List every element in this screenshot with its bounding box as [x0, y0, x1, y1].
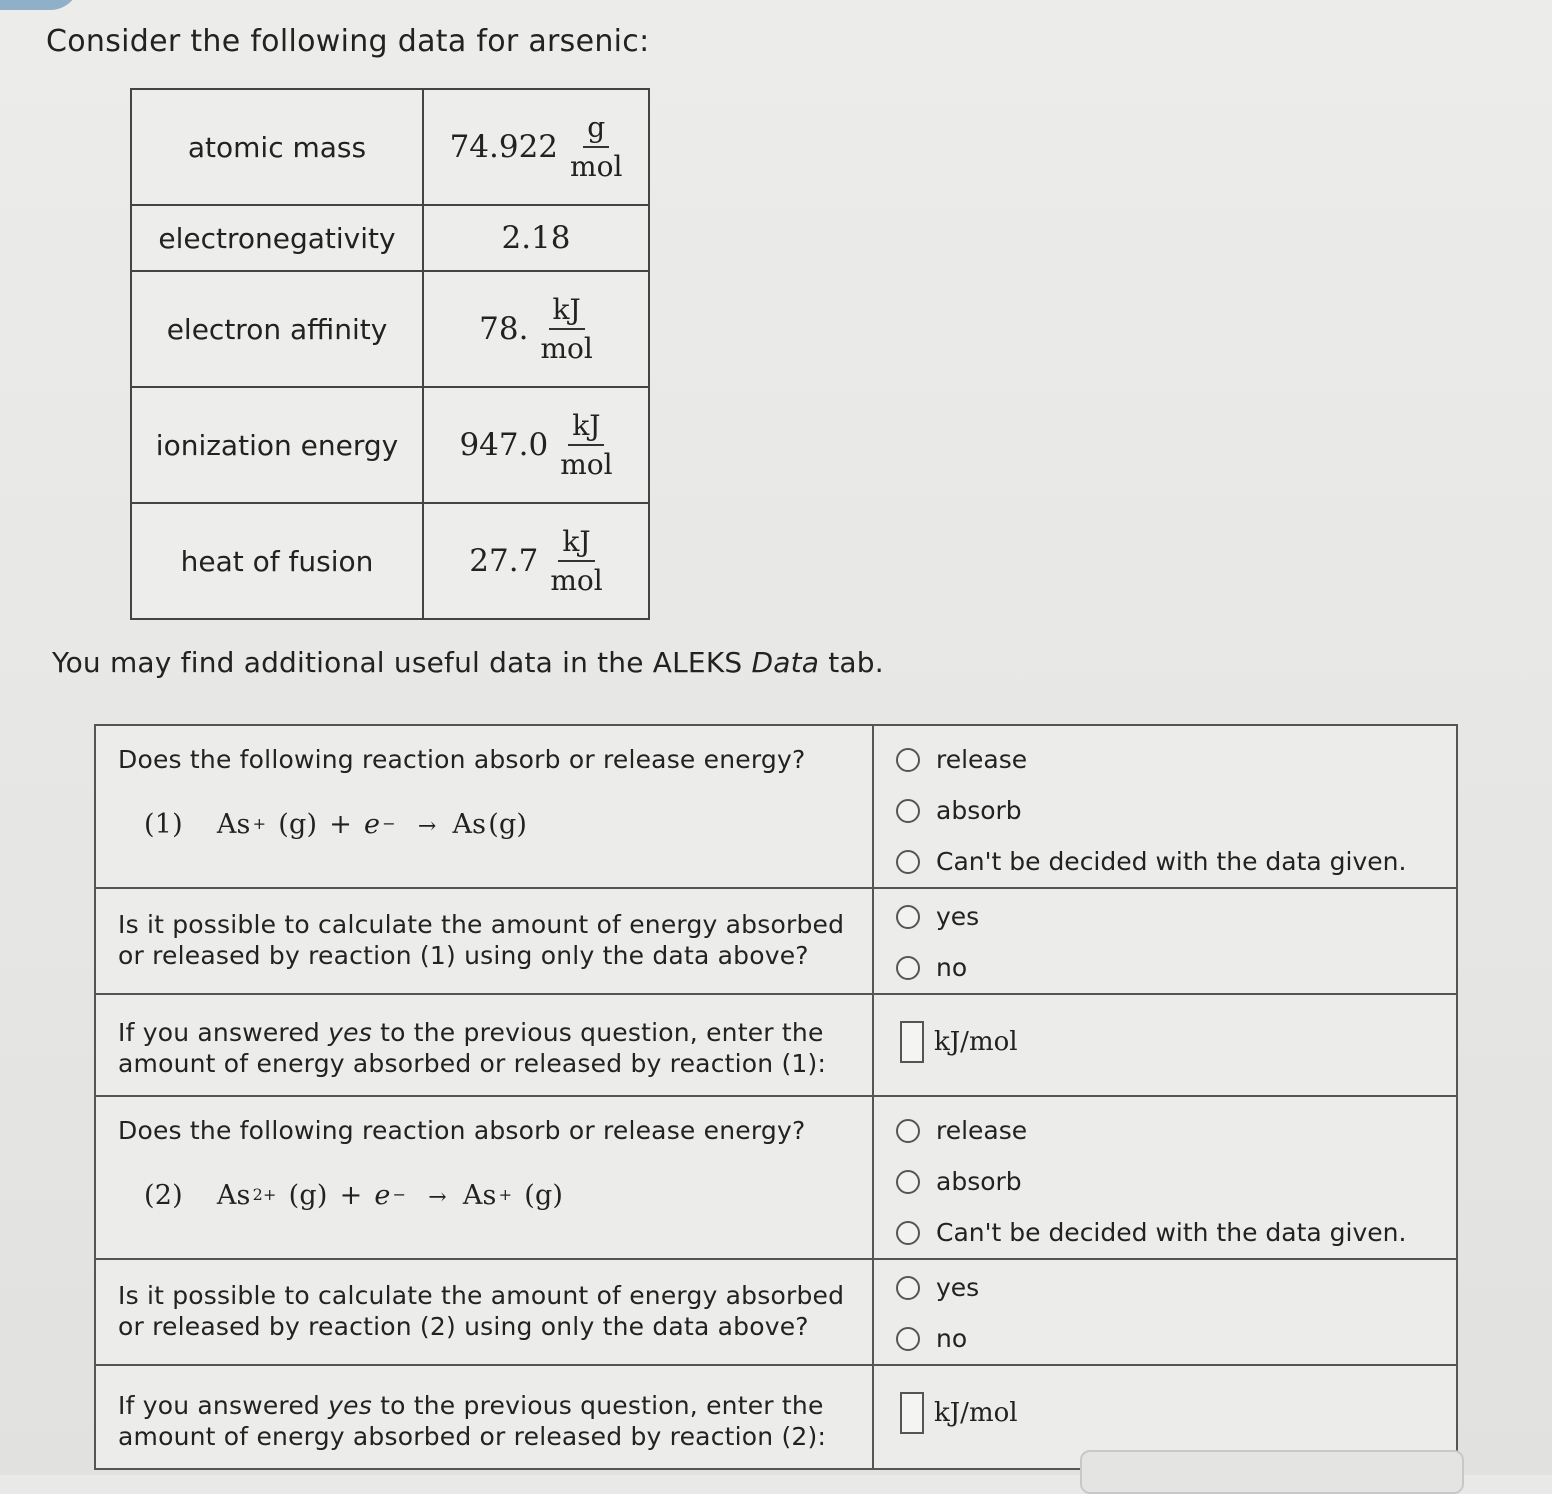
- question-row: [95, 1096, 1457, 1259]
- option-yes[interactable]: [874, 891, 1456, 942]
- reactant-state: (g): [278, 809, 318, 840]
- option-label: Can't be decided with the data given.: [936, 847, 1407, 876]
- unit-denominator: mol: [550, 564, 603, 597]
- product-state: (g): [524, 1180, 564, 1211]
- option-label: no: [936, 953, 968, 982]
- note-text-end: tab.: [819, 646, 884, 679]
- question-line: amount of energy absorbed or released by reaction (2):: [118, 1422, 827, 1451]
- unit-fraction: [540, 293, 592, 365]
- product-symbol: As: [452, 809, 487, 840]
- question-text: to the previous question, enter the: [371, 1391, 824, 1420]
- option-cannot-decide[interactable]: [874, 1207, 1456, 1258]
- unit-fraction: [550, 525, 602, 597]
- question-emphasis: yes: [328, 1391, 372, 1420]
- row-value: [423, 503, 649, 619]
- option-no[interactable]: [874, 942, 1456, 993]
- row-value: [423, 271, 649, 387]
- unit-fraction: [570, 111, 622, 183]
- row-label: electron affinity: [131, 271, 423, 387]
- reaction-number: (1): [144, 809, 183, 840]
- question-emphasis: yes: [328, 1018, 372, 1047]
- question-text: Does the following reaction absorb or release energy?: [118, 745, 806, 774]
- unit-numerator: g: [583, 111, 609, 148]
- note-text: You may find additional useful data in the ALEKS: [52, 646, 752, 679]
- option-label: absorb: [936, 796, 1022, 825]
- radio-button[interactable]: [896, 1276, 920, 1300]
- question-row: [95, 725, 1457, 888]
- question-line: or released by reaction (1) using only the data above?: [118, 941, 809, 970]
- toolbar-edge: [0, 0, 80, 10]
- unit-denominator: mol: [570, 150, 623, 183]
- question-line: Is it possible to calculate the amount of energy absorbed: [118, 910, 845, 939]
- energy-answer-input[interactable]: [900, 1021, 924, 1063]
- table-row: [131, 271, 649, 387]
- row-label: heat of fusion: [131, 503, 423, 619]
- option-absorb[interactable]: [874, 1156, 1456, 1207]
- question-cell: [95, 1259, 873, 1365]
- electron-symbol: e: [374, 1180, 391, 1211]
- row-label: ionization energy: [131, 387, 423, 503]
- question-cell: [95, 888, 873, 994]
- answer-cell: [873, 994, 1457, 1096]
- option-absorb[interactable]: [874, 785, 1456, 836]
- radio-button[interactable]: [896, 1221, 920, 1245]
- plus-sign: +: [339, 1180, 363, 1211]
- row-value: [423, 89, 649, 205]
- question-row: [95, 994, 1457, 1096]
- data-tab-reference: Data: [751, 646, 820, 679]
- plus-sign: +: [329, 809, 353, 840]
- answer-cell: [873, 1096, 1457, 1259]
- option-label: yes: [936, 902, 980, 931]
- reactant-state: (g): [288, 1180, 328, 1211]
- option-no[interactable]: [874, 1313, 1456, 1364]
- radio-button[interactable]: [896, 748, 920, 772]
- reaction-equation: [144, 1180, 852, 1214]
- reaction-arrow: →: [428, 1185, 447, 1210]
- question-row: [95, 1259, 1457, 1365]
- option-release[interactable]: [874, 1105, 1456, 1156]
- question-line: [118, 1390, 852, 1421]
- answer-cell: [873, 1259, 1457, 1365]
- unit-denominator: mol: [560, 448, 613, 481]
- radio-button[interactable]: [896, 1119, 920, 1143]
- question-cell: [95, 1365, 873, 1469]
- product-state: (g): [488, 809, 528, 840]
- option-label: Can't be decided with the data given.: [936, 1218, 1407, 1247]
- option-yes[interactable]: [874, 1262, 1456, 1313]
- reactant-charge: 2+: [252, 1185, 277, 1204]
- option-label: absorb: [936, 1167, 1022, 1196]
- question-cell: [95, 725, 873, 888]
- question-cell: [95, 1096, 873, 1259]
- question-row: [95, 888, 1457, 994]
- option-label: release: [936, 745, 1028, 774]
- value-number: 947.0: [459, 427, 549, 463]
- option-label: yes: [936, 1273, 980, 1302]
- question-line: Is it possible to calculate the amount of energy absorbed: [118, 1281, 845, 1310]
- table-row: [131, 205, 649, 271]
- unit-denominator: mol: [540, 332, 593, 365]
- table-row: [131, 387, 649, 503]
- row-label: electronegativity: [131, 205, 423, 271]
- question-text: to the previous question, enter the: [371, 1018, 824, 1047]
- question-text: Does the following reaction absorb or release energy?: [118, 1116, 806, 1145]
- option-cannot-decide[interactable]: [874, 836, 1456, 887]
- answer-cell: [873, 725, 1457, 888]
- reaction-arrow: →: [417, 814, 437, 839]
- table-row: [131, 89, 649, 205]
- row-label: atomic mass: [131, 89, 423, 205]
- answer-cell: [873, 888, 1457, 994]
- question-text: If you answered: [118, 1018, 329, 1047]
- reactant-charge: +: [252, 814, 267, 833]
- value-number: 27.7: [469, 543, 539, 579]
- aleks-data-note: [52, 646, 884, 679]
- product-charge: +: [498, 1185, 513, 1204]
- electron-charge: −: [392, 1185, 407, 1204]
- option-release[interactable]: [874, 734, 1456, 785]
- radio-button[interactable]: [896, 905, 920, 929]
- electron-symbol: e: [364, 809, 381, 840]
- option-label: no: [936, 1324, 968, 1353]
- value-number: 78.: [479, 311, 529, 347]
- arsenic-data-table: [130, 88, 650, 620]
- unit-label: kJ/mol: [934, 1398, 1018, 1428]
- question-cell: [95, 994, 873, 1096]
- electron-charge: −: [382, 814, 396, 833]
- question-line: or released by reaction (2) using only the data above?: [118, 1312, 809, 1341]
- reaction-number: (2): [144, 1180, 183, 1211]
- bottom-button-edge[interactable]: [1080, 1450, 1464, 1494]
- value-number: 74.922: [449, 129, 559, 165]
- product-symbol: As: [462, 1180, 497, 1211]
- radio-button[interactable]: [896, 956, 920, 980]
- unit-numerator: kJ: [568, 409, 604, 446]
- radio-button[interactable]: [896, 850, 920, 874]
- question-table: [94, 724, 1458, 1470]
- radio-button[interactable]: [896, 1327, 920, 1351]
- reactant-symbol: As: [216, 1180, 251, 1211]
- unit-numerator: kJ: [549, 293, 585, 330]
- unit-numerator: kJ: [558, 525, 594, 562]
- row-value: [423, 205, 649, 271]
- question-line: [118, 1017, 852, 1048]
- problem-prompt: Consider the following data for arsenic:: [46, 24, 650, 59]
- table-row: [131, 503, 649, 619]
- unit-label: kJ/mol: [934, 1027, 1018, 1057]
- radio-button[interactable]: [896, 799, 920, 823]
- energy-answer-input[interactable]: [900, 1392, 924, 1434]
- value-number: 2.18: [501, 220, 571, 256]
- question-text: If you answered: [118, 1391, 329, 1420]
- unit-fraction: [560, 409, 612, 481]
- row-value: [423, 387, 649, 503]
- reaction-equation: [144, 809, 852, 843]
- option-label: release: [936, 1116, 1028, 1145]
- radio-button[interactable]: [896, 1170, 920, 1194]
- reactant-symbol: As: [216, 809, 251, 840]
- question-line: amount of energy absorbed or released by reaction (1):: [118, 1049, 827, 1078]
